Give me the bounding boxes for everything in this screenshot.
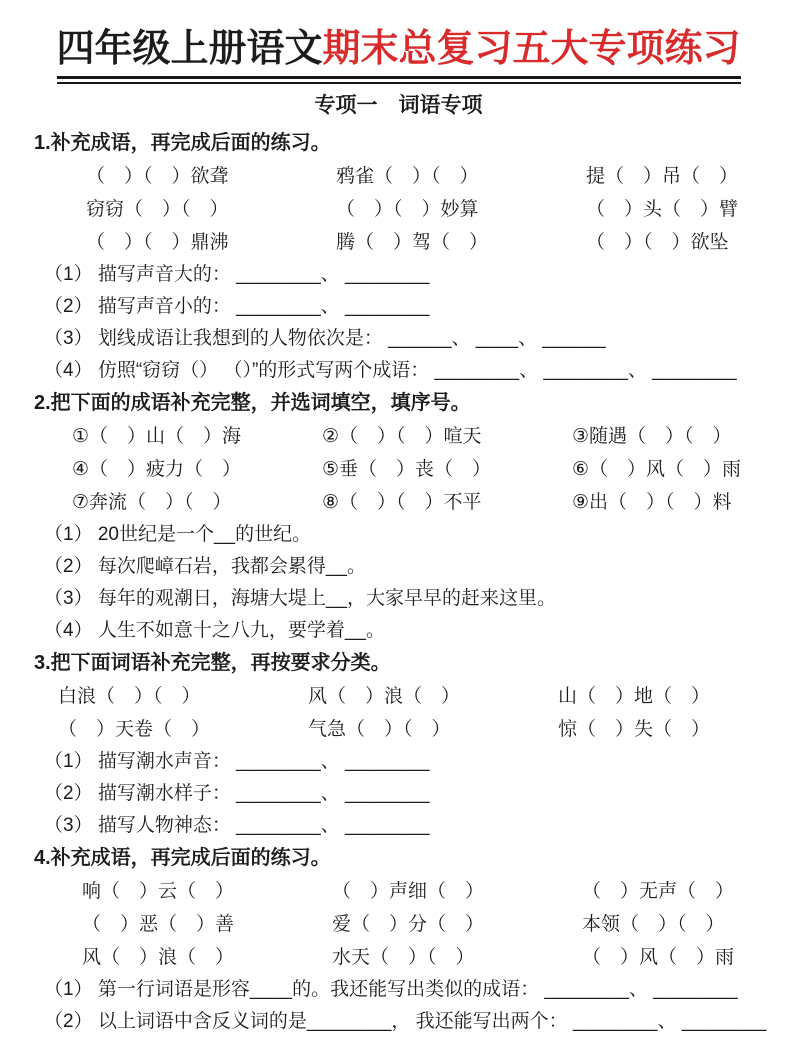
question-line: （4） 仿照“窃窃（） （）”的形式写两个成语： ________、 ________、 ________ [44,359,737,381]
idiom-cell: 惊（ ）失（ ） [558,718,711,740]
idiom-cell: （ ）恶（ ）善 [82,913,235,935]
idiom-cell: ⑧（ ）（ ）不平 [322,491,482,513]
question-line: （3） 描写人物神态： ________、 ________ [44,814,430,836]
idiom-row [34,486,763,519]
idiom-cell: （ ）（ ）欲坠 [586,231,729,253]
section-heading: 4.补充成语，再完成后面的练习。 [34,846,331,869]
idiom-cell: 爱（ ）分（ ） [332,913,485,935]
question-line: （1） 20世纪是一个__的世纪。 [44,523,312,545]
idiom-cell: 响（ ）云（ ） [82,880,235,902]
idiom-cell: （ ）风（ ）雨 [582,946,735,968]
question-line: （2） 以上词语中含反义词的是________， 我还能写出两个： ________、 ________ [44,1010,767,1032]
idiom-cell: ⑨出（ ）（ ）料 [572,491,732,513]
question-line: （3） 每年的观潮日，海塘大堤上__，大家早早的赶来这里。 [44,587,556,609]
idiom-cell: ⑤垂（ ）丧（ ） [322,458,492,480]
idiom-cell: ④（ ）疲力（ ） [72,458,242,480]
question-line: （3） 划线成语让我想到的人物依次是： ______、 ____、 ______ [44,327,606,349]
title-underline-rule [57,76,741,84]
idiom-cell: （ ）（ ）妙算 [336,198,479,220]
idiom-row [34,453,763,486]
section-heading: 3.把下面词语补充完整，再按要求分类。 [34,651,391,674]
idiom-cell: 风（ ）浪（ ） [308,685,461,707]
idiom-cell: 白浪（ ）（ ） [58,685,201,707]
idiom-cell: （ ）（ ）鼎沸 [86,231,229,253]
idiom-cell: ②（ ）（ ）喧天 [322,425,482,447]
title-black-part: 四年级上册语文 [56,28,323,70]
question-line: （2） 每次爬嶂石岩，我都会累得__。 [44,555,366,577]
idiom-cell: 提（ ）吊（ ） [586,165,739,187]
idiom-row [34,908,763,941]
idiom-cell: （ ）声细（ ） [332,880,485,902]
section-subtitle: 专项一 词语专项 [314,93,483,117]
idiom-cell: ③随遇（ ）（ ） [572,425,732,447]
idiom-cell: 水天（ ）（ ） [332,946,475,968]
idiom-cell: 本领（ ）（ ） [582,913,725,935]
question-line: （4） 人生不如意十之八九，要学着__。 [44,619,385,641]
section-heading: 2.把下面的成语补充完整，并选词填空，填序号。 [34,391,471,414]
idiom-row [34,420,763,453]
idiom-row [34,713,763,746]
section-2 [34,390,763,647]
idiom-cell: （ ）天卷（ ） [58,718,211,740]
question-line: （2） 描写声音小的： ________、 ________ [44,295,430,317]
idiom-row [34,875,763,908]
idiom-row [34,160,763,193]
idiom-cell: 窃窃（ ）（ ） [86,198,229,220]
question-line: （2） 描写潮水样子： ________、 ________ [44,782,430,804]
idiom-cell: ⑥（ ）风（ ）雨 [572,458,742,480]
idiom-cell: 鸦雀（ ）（ ） [336,165,479,187]
idiom-cell: 风（ ）浪（ ） [82,946,235,968]
idiom-cell: ①（ ）山（ ）海 [72,425,242,447]
section-3 [34,650,763,842]
idiom-cell: 气急（ ）（ ） [308,718,451,740]
section-4 [34,845,767,1038]
title-red-part: 期末总复习五大专项练习 [322,28,741,70]
idiom-cell: ⑦奔流（ ）（ ） [72,491,232,513]
idiom-cell: （ ）（ ）欲聋 [86,165,229,187]
section-1 [34,130,763,387]
section-heading: 1.补充成语，再完成后面的练习。 [34,131,331,154]
idiom-row [34,680,763,713]
idiom-cell: 腾（ ）驾（ ） [336,231,489,253]
idiom-cell: 山（ ）地（ ） [558,685,711,707]
question-line: （1） 描写潮水声音： ________、 ________ [44,750,430,772]
idiom-cell: （ ）头（ ）臂 [586,198,739,220]
page-title [34,26,763,84]
question-line: （1） 描写声音大的： ________、 ________ [44,263,430,285]
question-line: （1） 第一行词语是形容____的。我还能写出类似的成语： ________、 ________ [44,978,738,1000]
idiom-row [34,193,763,226]
idiom-row [34,941,763,974]
idiom-cell: （ ）无声（ ） [582,880,735,902]
idiom-row [34,226,763,259]
